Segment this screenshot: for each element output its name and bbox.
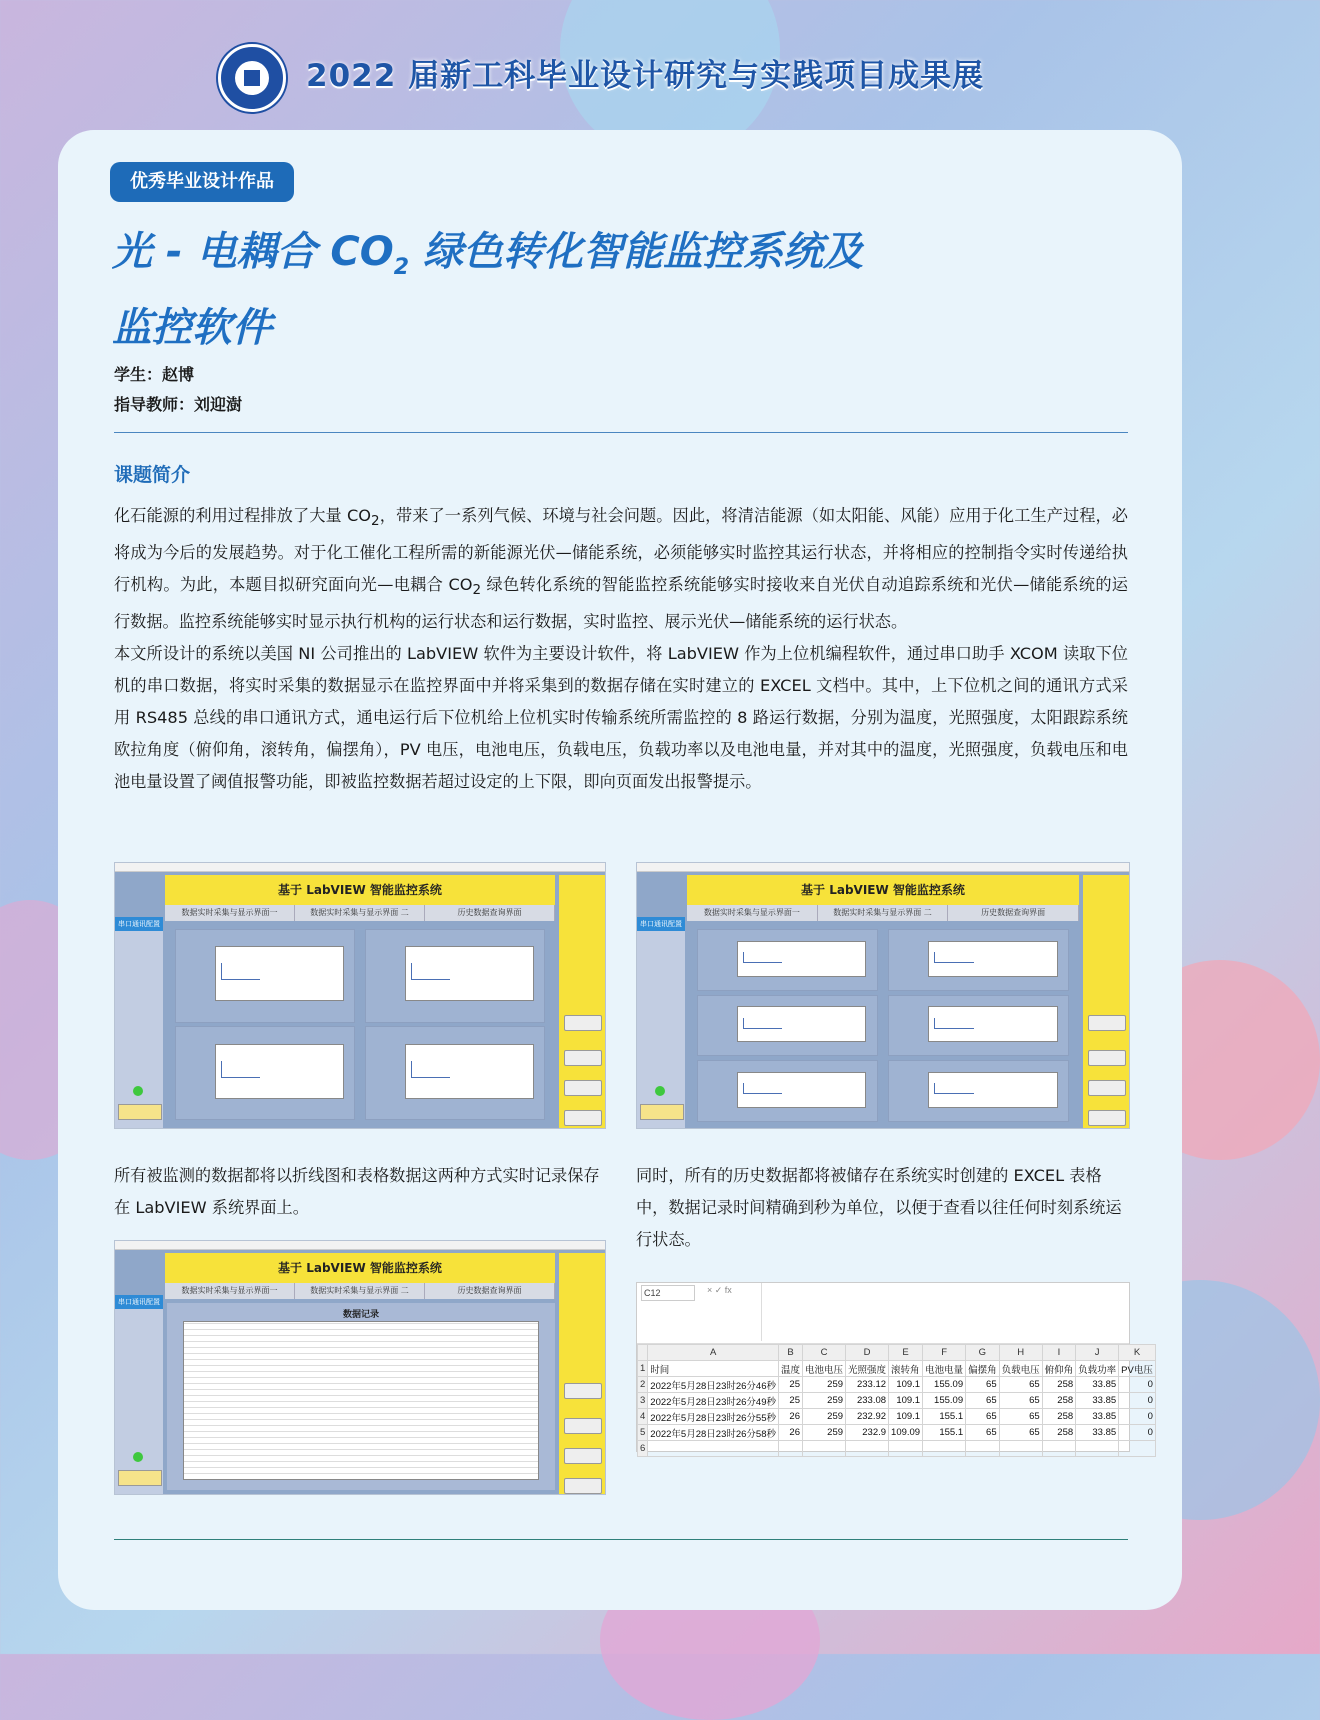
page-header bbox=[0, 40, 1240, 110]
serial-config-panel: 串口通讯配置 bbox=[637, 917, 685, 1128]
student-name: 学生：赵博 bbox=[114, 365, 195, 384]
close-serial-button bbox=[640, 1104, 684, 1120]
category-badge: 优秀毕业设计作品 bbox=[110, 162, 294, 202]
table-row: 3 2022年5月28日23时26分49秒 25 259 233.08 109.1 155.09 65 65 258 33.85 0 bbox=[638, 1393, 1156, 1409]
chart-grid bbox=[689, 925, 1079, 1124]
engineering-education-logo-icon bbox=[218, 44, 286, 112]
serial-config-panel: 串口通讯配置 bbox=[115, 917, 163, 1128]
chart-grid bbox=[167, 925, 555, 1124]
screen-header: 基于 LabVIEW 智能监控系统 bbox=[687, 875, 1079, 905]
table-row: 6 bbox=[638, 1441, 1156, 1457]
screen-header: 基于 LabVIEW 智能监控系统 bbox=[165, 875, 555, 905]
serial-config-panel: 串口通讯配置 bbox=[115, 1295, 163, 1494]
screen-header: 基于 LabVIEW 智能监控系统 bbox=[165, 1253, 555, 1283]
formula-bar bbox=[637, 1283, 1129, 1344]
section-title: 课题简介 bbox=[114, 464, 191, 486]
table-row: 5 2022年5月28日23时26分58秒 26 259 232.9 109.09 155.1 65 65 258 33.85 0 bbox=[638, 1425, 1156, 1441]
project-description: 化石能源的利用过程排放了大量 $CO_2$，带来了一系列气候、环境与社会问题。因此，将清洁能源（如太阳能、风能）应用于化工生产过程，必将成为今后的发展趋势。对于化工催化工程所需的新能源光伏—储能系统，必须能够实时监控其运行状态，并将相应的控制指令实时传递给执行机构。为此，本题目拟研究面向光—电耦合 $CO_2$ 绿色转化系统的智能监控系统能够实时接收来自光伏自动追踪系统和光伏—储能系统的运行数据。监控系统能够实时显示执行机构的运行状态和运行数据，实时监控、展示光伏—储能系统的运行状态。 本文所设计的系统以美国 NI 公司推出的 LabVIEW 软件为主要设计软件，将 LabVIEW 作为上位机编程软件，通过串口助手 XCOM 读取下位机的串口数据，将实时采集的数据显示在监控界面中并将采集到的数据存储在实时建立的 EXCEL 文档中。其中，上下位机之间的通讯方式采用 RS485 总线的串口通讯方式，通电运行后下位机给上位机实时传输系统所需监控的 8 路运行数据，分别为温度，光照强度，太阳跟踪系统欧拉角度（俯仰角，滚转角，偏摆角），PV 电压，电池电压，负载电压，负载功率以及电池电量，并对其中的温度，光照强度，负载电压和电池电量设置了阈值报警功能，即被监控数据若超过设定的上下限，即向页面发出报警提示。 bbox=[114, 506, 1128, 792]
record-table bbox=[183, 1321, 539, 1480]
bottom-divider bbox=[114, 1539, 1128, 1540]
labview-screen-1 bbox=[114, 862, 606, 1129]
labview-screen-3 bbox=[114, 1240, 606, 1495]
screen-tabs: 数据实时采集与显示界面一 数据实时采集与显示界面 二 历史数据查询界面 bbox=[687, 905, 1079, 921]
screen-tabs: 数据实时采集与显示界面一 数据实时采集与显示界面 二 历史数据查询界面 bbox=[165, 1283, 555, 1299]
close-serial-button bbox=[118, 1470, 162, 1486]
status-led-icon bbox=[133, 1086, 143, 1096]
screen-tabs: 数据实时采集与显示界面一 数据实时采集与显示界面 二 历史数据查询界面 bbox=[165, 905, 555, 921]
caption-right: 同时，所有的历史数据都将被储存在系统实时创建的 EXCEL 表格中，数据记录时间精确到秒为单位，以便于查看以往任何时刻系统运行状态。 bbox=[636, 1166, 1122, 1249]
formula-icons: × ✓ fx bbox=[707, 1285, 732, 1295]
table-row: 2 2022年5月28日23时26分46秒 25 259 233.12 109.1 155.09 65 65 258 33.85 0 bbox=[638, 1377, 1156, 1393]
excel-screenshot bbox=[636, 1282, 1153, 1454]
record-panel: 数据记录 bbox=[167, 1303, 555, 1490]
advisor-name: 指导教师：刘迎澍 bbox=[114, 395, 243, 414]
cell-reference: C12 bbox=[641, 1285, 695, 1301]
close-serial-button bbox=[118, 1104, 162, 1120]
status-led-icon bbox=[133, 1452, 143, 1462]
project-title: 光 - 电耦合 $CO_2$ 绿色转化智能监控系统及 监控软件 bbox=[112, 229, 863, 351]
caption-left: 所有被监测的数据都将以折线图和表格数据这两种方式实时记录保存在 LabVIEW 系统界面上。 bbox=[114, 1166, 600, 1217]
control-panel bbox=[559, 875, 605, 1128]
labview-screen-2 bbox=[636, 862, 1130, 1129]
table-row: 4 2022年5月28日23时26分55秒 26 259 232.92 109.1 155.1 65 65 258 33.85 0 bbox=[638, 1409, 1156, 1425]
status-led-icon bbox=[655, 1086, 665, 1096]
excel-table: A B C D E F G H I J K 1 时间 温度 电池电压 光照强度 滚转角 电池电量 偏摆角 负载电压 俯仰角 负载功率 PV电压 2 2022年5月28日23时26分46秒 25 259 233.12 109.1 155.09 65 65 258 33.85 0 3 2022年5月28日23时26分49秒 25 259 233.08 109.1 155.09 65 65 258 33.85 0 4 2022年5月28日23时26分55秒 26 259 232.92 109.1 155.1 65 65 258 33.85 0 5 2022年5月28日23时26分58秒 26 259 232.9 109.09 155.1 65 65 258 33.85 0 6 bbox=[637, 1344, 1156, 1457]
control-panel bbox=[559, 1253, 605, 1494]
control-panel bbox=[1083, 875, 1129, 1128]
divider bbox=[114, 432, 1128, 433]
exhibition-title: 2022 届新工科毕业设计研究与实践项目成果展 bbox=[306, 58, 985, 94]
